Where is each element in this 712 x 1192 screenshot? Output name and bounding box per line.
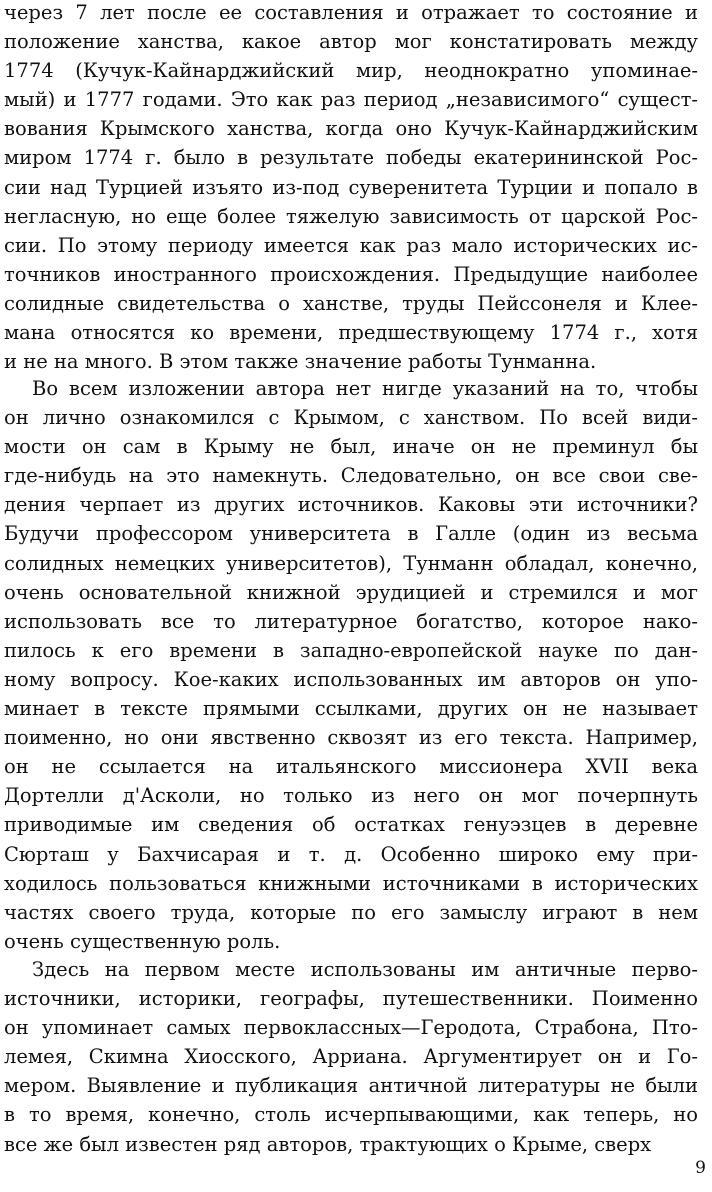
text-line: через 7 лет после ее составления и отражает то состояние и <box>4 1 698 24</box>
text-line: минает в тексте прямыми ссылками, других он не называет <box>4 697 698 721</box>
text-line: Будучи профессором университета в Галле (один из весьма <box>4 522 698 546</box>
text-line: солидных немецких университетов), Тунманн обладал, конечно, <box>4 551 698 575</box>
text-line: мером. Выявление и публикация античной литературы не были <box>4 1074 698 1098</box>
text-line: вования Крымского ханства, когда оно Кучук-Кайнарджийским <box>4 117 698 141</box>
paragraph-1 <box>4 0 698 376</box>
text-line: ному вопросу. Кое-каких использованных им авторов он упо- <box>4 667 698 691</box>
paragraph-3 <box>4 955 698 1159</box>
text-line: он не ссылается на итальянского миссионера XVII века <box>4 755 698 779</box>
text-line: мый) и 1777 годами. Это как раз период „независимого“ сущест- <box>4 88 698 112</box>
text-line: очень существенную роль. <box>4 929 281 953</box>
text-line: солидные свидетельства о ханстве, труды Пейссонеля и Клее- <box>4 291 698 315</box>
text-line: миром 1774 г. было в результате победы екатерининской Рос- <box>4 146 698 170</box>
text-line: использовать все то литературное богатство, которое нако- <box>4 609 698 633</box>
text-line: дения черпает из других источников. Каковы эти источники? <box>4 493 698 517</box>
page-number: 9 <box>695 1158 706 1178</box>
text-line: 1774 (Кучук-Кайнарджийский мир, неоднократно упоминае- <box>4 59 698 83</box>
text-line: Дортелли д'Асколи, но только из него он мог почерпнуть <box>4 784 698 808</box>
text-line: сии. По этому периоду имеется как раз мало исторических ис- <box>4 233 698 257</box>
text-line: пилось к его времени в западно-европейской науке по дан- <box>4 638 698 662</box>
text-line: и не на много. В этом также значение работы Тунманна. <box>4 350 597 374</box>
text-line: он лично ознакомился с Крымом, с ханством. По всей види- <box>4 406 698 430</box>
text-line: источники, историки, географы, путешественники. Поименно <box>4 987 698 1011</box>
text-line: негласную, но еще более тяжелую зависимость от царской Рос- <box>4 204 698 228</box>
text-line: точников иностранного происхождения. Предыдущие наиболее <box>4 262 698 286</box>
text-line: поименно, но они явственно сквозят из его текста. Например, <box>4 726 698 750</box>
text-line: приводимые им сведения об остатках генуэзцев в деревне <box>4 813 698 837</box>
text-line: мости он сам в Крыму не был, иначе он не преминул бы <box>4 435 698 459</box>
paragraph-2 <box>4 374 698 956</box>
text-line: мана относятся ко времени, предшествующему 1774 г., хотя <box>4 321 698 345</box>
text-line: ходилось пользоваться книжными источниками в исторических <box>4 871 698 895</box>
text-line: положение ханства, какое автор мог констатировать между <box>4 30 698 54</box>
text-line: очень основательной книжной эрудицией и стремился и мог <box>4 580 698 604</box>
text-line: Во всем изложении автора нет нигде указаний на то, чтобы <box>32 377 698 400</box>
text-line: Здесь на первом месте использованы им античные перво- <box>32 958 698 981</box>
text-line: частях своего труда, которые по его замыслу играют в нем <box>4 900 698 924</box>
text-line: все же был известен ряд авторов, трактующих о Крыме, сверх <box>4 1132 652 1156</box>
text-line: в то время, конечно, столь исчерпывающими, как теперь, но <box>4 1103 698 1127</box>
text-line: Сюрташ у Бахчисарая и т. д. Особенно широко ему при- <box>4 842 698 866</box>
text-line: где-нибудь на это намекнуть. Следовательно, он все свои све- <box>4 464 698 488</box>
text-line: лемея, Скимна Хиосского, Арриана. Аргументирует он и Го- <box>4 1045 698 1069</box>
text-line: он упоминает самых первоклассных—Геродота, Страбона, Пто- <box>4 1016 698 1040</box>
text-line: сии над Турцией изъято из-под суверенитета Турции и попало в <box>4 175 698 199</box>
